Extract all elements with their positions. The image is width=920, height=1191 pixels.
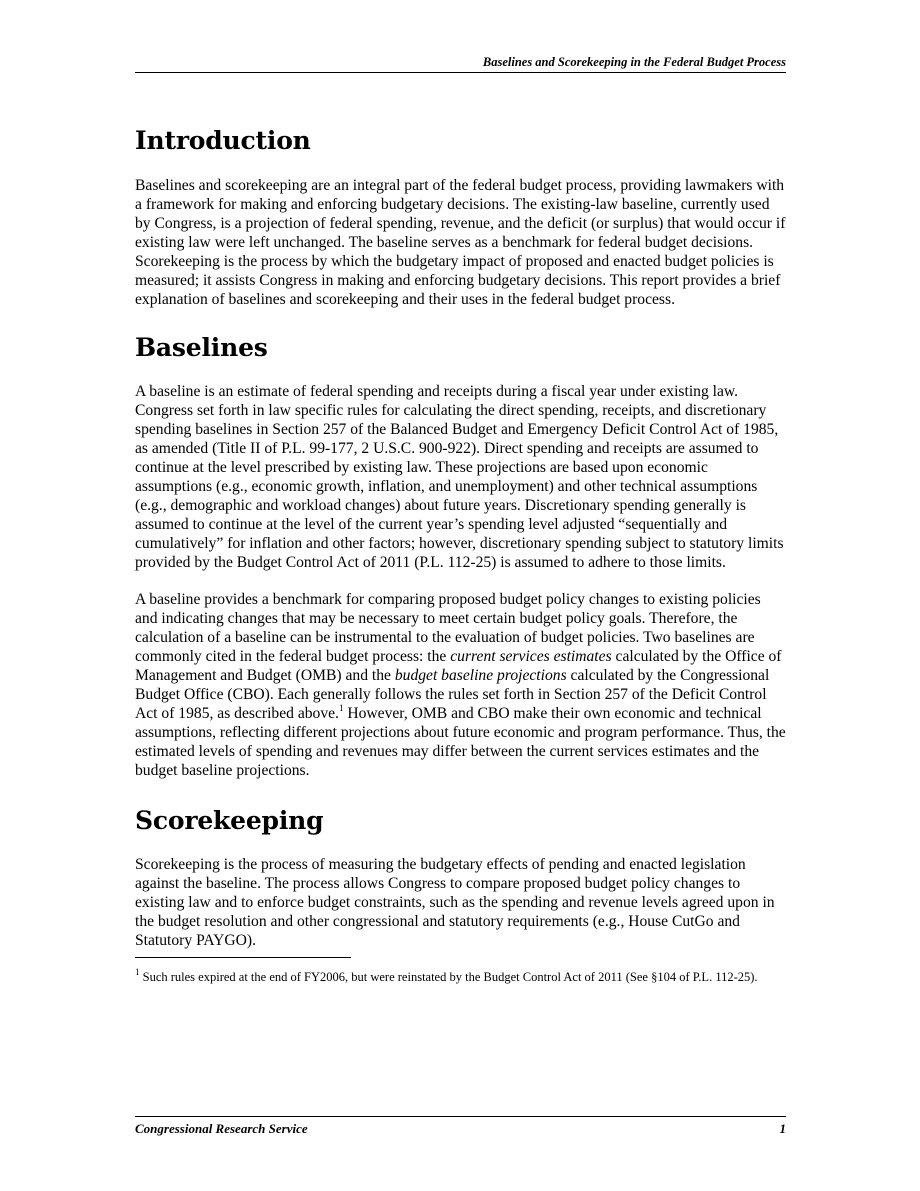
paragraph-baselines-1: A baseline is an estimate of federal spending and receipts during a fiscal year under existing law. Congress set forth in law specific rules for calculating the direct spending, receipts, and discretionary spending baselines in Section 257 of the Balanced Budget and Emergency Deficit Control Act of 1985, as amended (Title II of P.L. 99-177, 2 U.S.C. 900-922). Direct spending and receipts are assumed to continue at the level prescribed by existing law. These projections are based upon economic assumptions (e.g., economic growth, inflation, and unemployment) and other technical assumptions (e.g., demographic and workload changes) about future years. Discretionary spending generally is assumed to continue at the level of the current year’s spending level adjusted “sequentially and cumulatively” for inflation and other factors; however, discretionary spending subject to statutory limits provided by the Budget Control Act of 2011 (P.L. 112-25) is assumed to adhere to those limits. [135,383,784,571]
footnote [135,966,786,985]
footer-divider [135,1116,786,1117]
text-run: However, OMB and CBO make their own economic and technical assumptions, reflecting different projections about future economic and program performance. Thus, the estimated levels of spending and revenues may differ between the current services estimates and the budget baseline projections. [135,705,786,779]
footnote-divider [135,957,351,958]
paragraph-introduction: Baselines and scorekeeping are an integral part of the federal budget process, providing lawmakers with a framework for making and enforcing budgetary decisions. The existing-law baseline, currently used by Congress, is a projection of federal spending, revenue, and the deficit (or surplus) that would occur if existing law were left unchanged. The baseline serves as a benchmark for federal budget decisions. Scorekeeping is the process by which the budgetary impact of proposed and enacted budget policies is measured; it assists Congress in making and enforcing budgetary decisions. This report provides a brief explanation of baselines and scorekeeping and their uses in the federal budget process. [135,177,786,308]
paragraph-scorekeeping: Scorekeeping is the process of measuring the budgetary effects of pending and enacted legislation against the baseline. The process allows Congress to compare proposed budget policy changes to existing law and to enforce budget constraints, such as the spending and revenue levels agreed upon in the budget resolution and other congressional and statutory requirements (e.g., House CutGo and Statutory PAYGO). [135,856,775,949]
page-footer [135,1121,786,1137]
text-run: A baseline provides a benchmark for comparing proposed budget policy changes to existing policies and indicating changes that may be necessary to meet certain budget policy goals. Therefore, the calculation of a baseline can be instrumental to the evaluation of budget policies. Two baselines are commonly cited in the federal budget process: the [135,591,761,665]
footnote-number: 1 [135,966,140,977]
paragraph-baselines-2 [135,590,786,780]
footnote-reference[interactable]: 1 [338,702,344,713]
text-run: calculated by the Office of Management and Budget (OMB) and the [135,648,782,684]
running-header: Baselines and Scorekeeping in the Federal Budget Process [482,55,786,69]
heading-scorekeeping: Scorekeeping [135,806,324,835]
header-divider [135,72,786,73]
term-current-services-estimates: current services estimates [450,648,612,665]
term-budget-baseline-projections: budget baseline projections [394,667,567,684]
page-number: 1 [779,1121,786,1136]
footnote-text: Such rules expired at the end of FY2006, but were reinstated by the Budget Control Act of 2011 (See §104 of P.L. 112-25). [139,970,758,984]
text-run: calculated by the Congressional Budget Office (CBO). Each generally follows the rules set forth in Section 257 of the Deficit Control Act of 1985, as described above. [135,667,770,722]
heading-baselines: Baselines [135,333,268,362]
heading-introduction: Introduction [135,126,311,155]
page-body [135,120,786,985]
footer-organization: Congressional Research Service [135,1121,308,1136]
